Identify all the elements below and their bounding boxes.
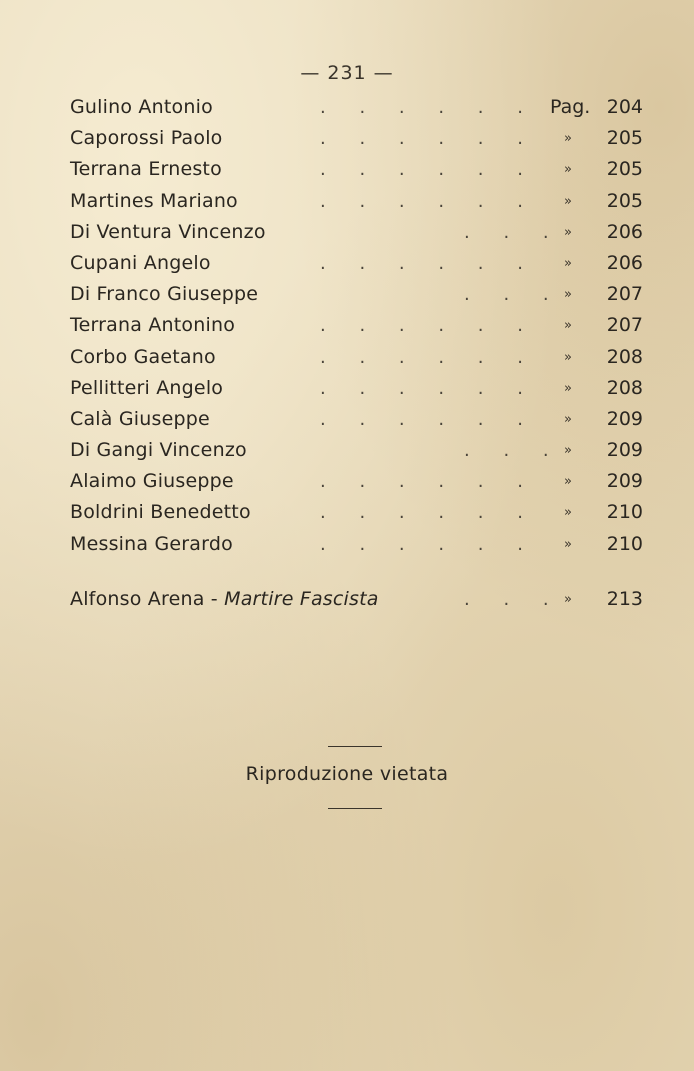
ditto-mark: » xyxy=(564,505,572,521)
entry-name: Messina Gerardo xyxy=(70,532,233,555)
toc-row xyxy=(68,154,643,185)
ditto-mark: » xyxy=(564,162,572,178)
ditto-mark: » xyxy=(564,224,572,240)
dot-leader: . . . . . . xyxy=(320,471,537,493)
toc-row xyxy=(68,373,643,404)
toc-row xyxy=(68,529,643,560)
dot-leader: . . . . . . xyxy=(320,533,537,555)
entry-page: 205 xyxy=(606,158,643,181)
ditto-mark: » xyxy=(564,255,572,271)
dot-leader: . . . . . . xyxy=(320,346,537,368)
toc-row xyxy=(68,497,643,528)
table-of-contents xyxy=(68,92,643,615)
dot-leader: . . . . . . xyxy=(320,159,537,181)
entry-page: 210 xyxy=(606,532,643,555)
toc-row xyxy=(68,248,643,279)
entry-name xyxy=(70,584,379,615)
entry-name: Di Franco Giuseppe xyxy=(70,283,259,306)
ditto-mark: » xyxy=(564,411,572,427)
toc-row xyxy=(68,342,643,373)
entry-page: 207 xyxy=(606,283,643,306)
toc-row xyxy=(68,186,643,217)
entry-page: 209 xyxy=(606,470,643,493)
toc-row xyxy=(68,404,643,435)
ditto-mark: » xyxy=(564,193,572,209)
entry-name: Martines Mariano xyxy=(70,189,238,212)
entry-name-main: Alfonso Arena - xyxy=(70,587,225,610)
entry-subtitle: Martire Fascista xyxy=(224,587,379,610)
entry-page: 208 xyxy=(606,345,643,368)
dot-leader: . . . . . . xyxy=(320,502,537,524)
entry-page: 209 xyxy=(606,407,643,430)
reproduction-notice: Riproduzione vietata xyxy=(245,763,449,785)
dot-leader: . . . . . . xyxy=(320,97,537,118)
entry-name: Terrana Antonino xyxy=(70,314,236,337)
entry-name: Corbo Gaetano xyxy=(70,345,216,368)
toc-row xyxy=(68,310,643,341)
entry-page: 210 xyxy=(606,501,643,524)
entry-name: Caporossi Paolo xyxy=(70,127,223,150)
dot-leader: . . . . . . xyxy=(320,408,537,430)
entry-page: 207 xyxy=(606,314,643,337)
ditto-mark: » xyxy=(564,131,572,147)
dot-leader: . . . . . . xyxy=(320,315,537,337)
dot-leader: . . . . . . xyxy=(320,252,537,274)
entry-page: 206 xyxy=(606,220,643,243)
entry-name: Boldrini Benedetto xyxy=(70,501,251,524)
entry-name: Pellitteri Angelo xyxy=(70,376,224,399)
toc-row xyxy=(68,92,643,123)
ditto-mark: » xyxy=(564,591,572,607)
entry-name: Calà Giuseppe xyxy=(70,407,210,430)
ditto-mark: » xyxy=(564,380,572,396)
ditto-mark: » xyxy=(564,287,572,303)
ditto-mark: » xyxy=(564,474,572,490)
page-label: Pag. xyxy=(550,96,591,118)
entry-name: Alaimo Giuseppe xyxy=(70,470,234,493)
toc-row-final xyxy=(68,584,643,615)
page-number: — 231 — xyxy=(300,62,394,84)
toc-row xyxy=(68,217,643,248)
dot-leader: . . . xyxy=(464,440,563,462)
ditto-mark: » xyxy=(564,536,572,552)
dot-leader: . . . . . . xyxy=(320,128,537,150)
dot-leader: . . . . . . xyxy=(320,377,537,399)
toc-row xyxy=(68,279,643,310)
spacer xyxy=(68,560,643,584)
entry-page: 206 xyxy=(606,251,643,274)
dot-leader: . . . xyxy=(464,588,563,610)
ditto-mark: » xyxy=(564,443,572,459)
divider-rule xyxy=(328,746,382,747)
entry-page: 213 xyxy=(606,587,643,610)
ditto-mark: » xyxy=(564,318,572,334)
divider-rule xyxy=(328,808,382,809)
dot-leader: . . . xyxy=(464,284,563,306)
entry-name: Gulino Antonio xyxy=(70,96,213,118)
dot-leader: . . . xyxy=(464,221,563,243)
toc-row xyxy=(68,435,643,466)
entry-page: 205 xyxy=(606,189,643,212)
entry-name: Di Gangi Vincenzo xyxy=(70,439,247,462)
dot-leader: . . . . . . xyxy=(320,190,537,212)
entry-page: 205 xyxy=(606,127,643,150)
entry-page: 204 xyxy=(606,96,643,118)
entry-page: 209 xyxy=(606,439,643,462)
entry-name: Terrana Ernesto xyxy=(70,158,222,181)
ditto-mark: » xyxy=(564,349,572,365)
entry-name: Cupani Angelo xyxy=(70,251,211,274)
entry-page: 208 xyxy=(606,376,643,399)
toc-row xyxy=(68,466,643,497)
toc-row xyxy=(68,123,643,154)
entry-name: Di Ventura Vincenzo xyxy=(70,220,266,243)
